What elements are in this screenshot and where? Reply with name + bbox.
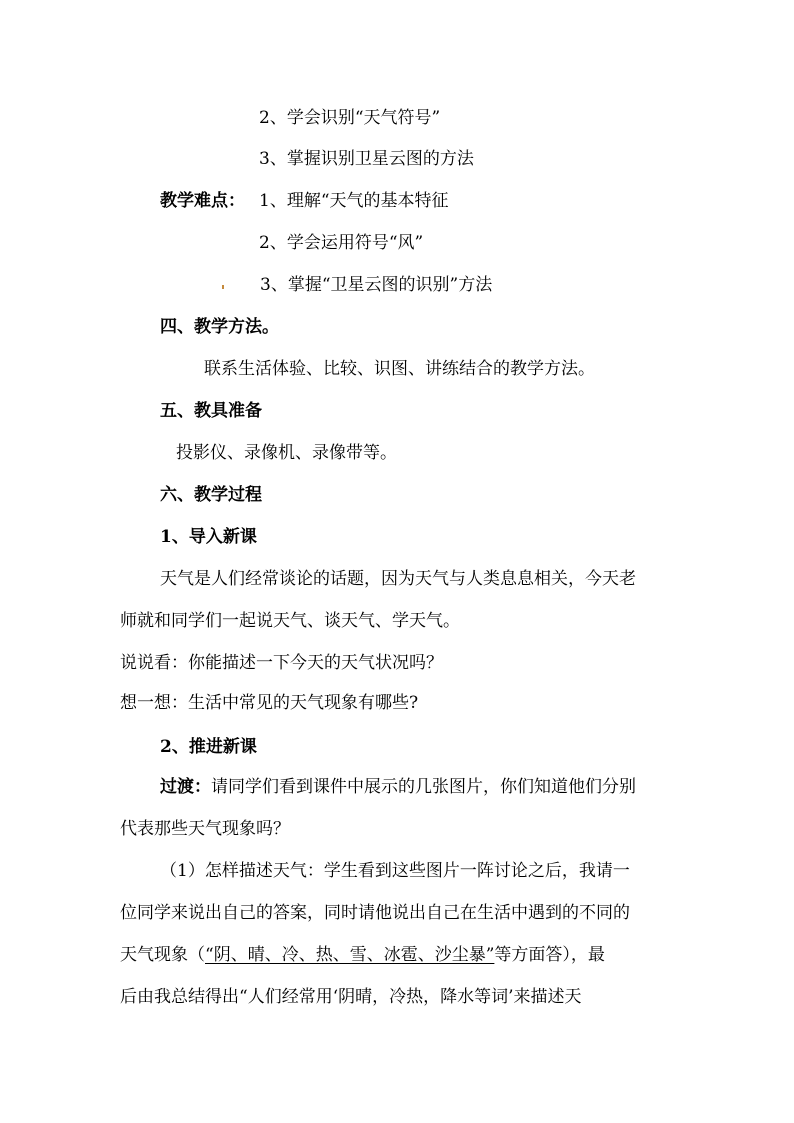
weather-phenomena-suffix: 等方面答），最 bbox=[494, 945, 605, 965]
weather-phenomena-prefix: 天气现象（ bbox=[120, 945, 205, 965]
teaching-difficulty-label: 教学难点： bbox=[160, 191, 245, 211]
prompt-describe-weather: 说说看：你能描述一下今天的天气状况吗？ bbox=[120, 653, 443, 673]
prompt-think: 想一想：生活中常见的天气现象有哪些? bbox=[120, 693, 419, 713]
describe-weather-line-1: （1）怎样描述天气：学生看到这些图片一阵讨论之后，我请一 bbox=[160, 861, 630, 881]
section-heading-methods: 四、教学方法。 bbox=[160, 317, 279, 337]
subheading-intro: 1、导入新课 bbox=[160, 527, 257, 547]
describe-weather-line-4: 后由我总结得出“人们经常用‘阴晴，冷热，降水等词’来描述天 bbox=[120, 987, 582, 1007]
teaching-difficulty-item-1: 1、理解“天气的基本特征 bbox=[259, 191, 449, 211]
teaching-focus-item-3: 3、掌握识别卫星云图的方法 bbox=[259, 149, 474, 169]
teaching-difficulty-line bbox=[160, 190, 449, 212]
intro-paragraph-line-2: 师就和同学们一起说天气、谈天气、学天气。 bbox=[120, 611, 460, 631]
describe-weather-line-3 bbox=[120, 944, 605, 966]
section-heading-process: 六、教学过程 bbox=[160, 485, 262, 505]
stray-mark bbox=[222, 285, 224, 289]
weather-phenomena-list: “阴、晴、冷、热、雪、冰雹、沙尘暴” bbox=[205, 945, 495, 965]
teaching-aids-text: 投影仪、录像机、录像带等。 bbox=[176, 443, 397, 463]
transition-text-line-2: 代表那些天气现象吗？ bbox=[120, 819, 290, 839]
transition-line bbox=[160, 776, 636, 798]
section-heading-teaching-aids: 五、教具准备 bbox=[160, 401, 262, 421]
describe-weather-line-2: 位同学来说出自己的答案，同时请他说出自己在生活中遇到的不同的 bbox=[120, 903, 630, 923]
teaching-difficulty-item-3: 3、掌握“卫星云图的识别”方法 bbox=[260, 275, 493, 295]
transition-text: 请同学们看到课件中展示的几张图片，你们知道他们分别 bbox=[211, 777, 636, 797]
teaching-focus-item-2: 2、学会识别“天气符号” bbox=[259, 108, 441, 128]
methods-text: 联系生活体验、比较、识图、讲练结合的教学方法。 bbox=[204, 359, 595, 379]
teaching-difficulty-item-2: 2、学会运用符号“风” bbox=[259, 233, 424, 253]
subheading-new-lesson: 2、推进新课 bbox=[160, 737, 257, 757]
intro-paragraph-line-1: 天气是人们经常谈论的话题，因为天气与人类息息相关，今天老 bbox=[160, 569, 636, 589]
transition-label: 过渡： bbox=[160, 777, 211, 797]
